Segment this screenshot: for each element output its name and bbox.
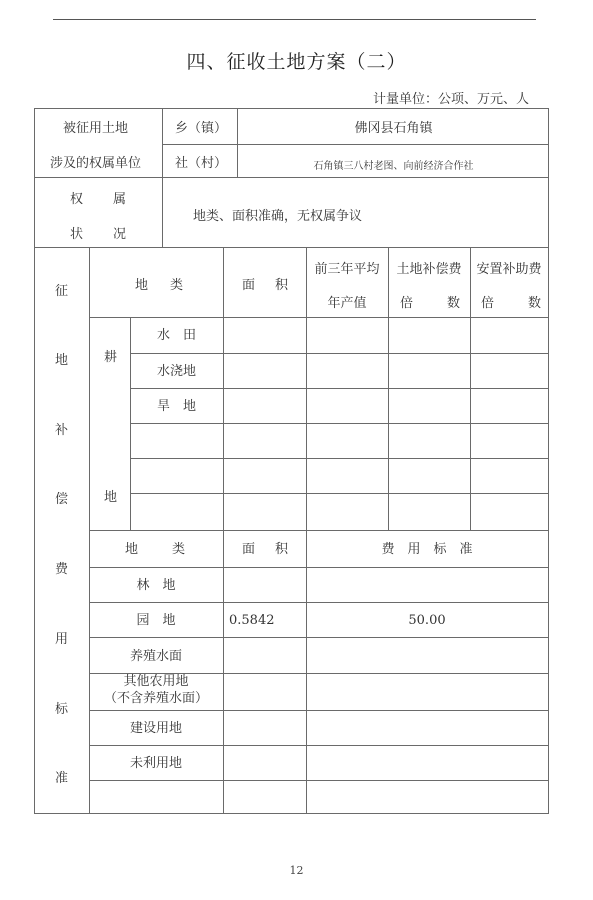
grid-line xyxy=(89,567,549,568)
side-label-char: 费 xyxy=(55,562,69,577)
t2-row-type: 建设用地 xyxy=(129,721,182,736)
grid-line xyxy=(89,602,549,603)
t2-row-type: 养殖水面 xyxy=(129,649,182,664)
grid-line xyxy=(306,247,307,531)
township-label: 乡（镇） xyxy=(175,121,228,136)
grid-line xyxy=(89,780,549,781)
side-label-char: 地 xyxy=(55,353,69,368)
t2-row-standard: 50.00 xyxy=(408,613,446,628)
rights-label-char: 状 xyxy=(70,227,84,242)
grid-line xyxy=(89,710,549,711)
header-char: 积 xyxy=(274,278,288,293)
t1-header-avg-output-line1: 前三年平均 xyxy=(314,262,380,277)
header-char: 面 xyxy=(242,278,256,293)
header-char: 数 xyxy=(446,296,460,311)
grid-line xyxy=(223,530,224,814)
cultivated-label-char: 地 xyxy=(104,490,118,505)
t1-header-land-comp-line2 xyxy=(400,296,460,312)
rights-status-value: 地类、面积准确，无权属争议 xyxy=(193,209,363,224)
cultivated-label-char: 耕 xyxy=(104,350,118,365)
grid-line xyxy=(130,388,549,389)
side-label-char: 补 xyxy=(55,423,69,438)
t2-row-type: 其他农用地 xyxy=(123,674,189,689)
t1-header-resettle-line1: 安置补助费 xyxy=(476,262,542,277)
t2-row-area: 0.5842 xyxy=(229,613,275,628)
t1-header-land-comp-line1: 土地补偿费 xyxy=(396,262,462,277)
grid-line xyxy=(89,745,549,746)
separator xyxy=(34,177,549,178)
header-char: 面 xyxy=(242,542,256,557)
grid-line xyxy=(162,108,163,178)
side-label-char: 偿 xyxy=(55,492,69,507)
header-char: 类 xyxy=(169,278,183,293)
header-char: 倍 xyxy=(400,296,414,311)
grid-line xyxy=(223,247,224,531)
t2-row-type: 园 地 xyxy=(136,613,176,628)
t2-row-type-line2: （不含养殖水面） xyxy=(103,691,208,706)
grid-line xyxy=(470,247,471,531)
t2-header-area xyxy=(242,542,288,558)
side-label-char: 征 xyxy=(55,284,69,299)
page-title: 四、征收土地方案（二） xyxy=(186,51,407,73)
t2-header-land-type xyxy=(125,542,185,558)
t1-row-label: 水 田 xyxy=(156,328,196,343)
header-char: 地 xyxy=(125,542,139,557)
header-char: 积 xyxy=(274,542,288,557)
page-number: 12 xyxy=(289,864,304,877)
side-label-char: 准 xyxy=(55,771,69,786)
side-label-char: 标 xyxy=(55,702,69,717)
header-char: 类 xyxy=(171,542,185,557)
grid-line xyxy=(162,144,549,145)
table-border-left xyxy=(34,108,35,814)
header-char: 数 xyxy=(527,296,541,311)
grid-line xyxy=(130,317,131,531)
t1-row-label: 水浇地 xyxy=(156,364,196,379)
rights-label-line2 xyxy=(70,227,126,243)
grid-line xyxy=(130,493,549,494)
t1-row-label: 旱 地 xyxy=(156,399,196,414)
rights-label-char: 属 xyxy=(112,192,126,207)
t1-header-area xyxy=(242,278,288,294)
t1-header-land-type xyxy=(135,278,183,294)
grid-line xyxy=(130,423,549,424)
grid-line xyxy=(306,530,307,814)
grid-line xyxy=(130,458,549,459)
table-border-bottom xyxy=(34,813,549,814)
header-char: 倍 xyxy=(481,296,495,311)
grid-line xyxy=(89,530,549,531)
header-char: 地 xyxy=(135,278,149,293)
table-border-top xyxy=(34,108,549,109)
t2-header-standard: 费 用 标 准 xyxy=(381,542,473,557)
t1-header-resettle-line2 xyxy=(481,296,541,312)
rights-label-char: 权 xyxy=(70,192,84,207)
table-border-right xyxy=(548,108,549,814)
township-value: 佛冈县石角镇 xyxy=(354,121,433,136)
owner-label-line2: 涉及的权属单位 xyxy=(50,156,142,171)
grid-line xyxy=(130,353,549,354)
unit-note: 计量单位：公项、万元、人 xyxy=(372,92,529,107)
village-label: 社（村） xyxy=(175,156,228,171)
village-value: 石角镇三八村老图、向前经济合作社 xyxy=(313,161,474,172)
grid-line xyxy=(388,247,389,531)
owner-label-line1: 被征用土地 xyxy=(63,121,129,136)
rights-label-char: 况 xyxy=(112,227,126,242)
grid-line xyxy=(89,317,549,318)
t2-row-type: 林 地 xyxy=(136,578,176,593)
t2-row-type: 未利用地 xyxy=(129,756,182,771)
side-label-char: 用 xyxy=(55,632,69,647)
separator xyxy=(34,247,549,248)
top-rule xyxy=(53,19,536,20)
grid-line xyxy=(162,177,163,248)
grid-line xyxy=(89,637,549,638)
t1-header-avg-output-line2: 年产值 xyxy=(327,296,367,311)
rights-label-line1 xyxy=(70,192,126,208)
